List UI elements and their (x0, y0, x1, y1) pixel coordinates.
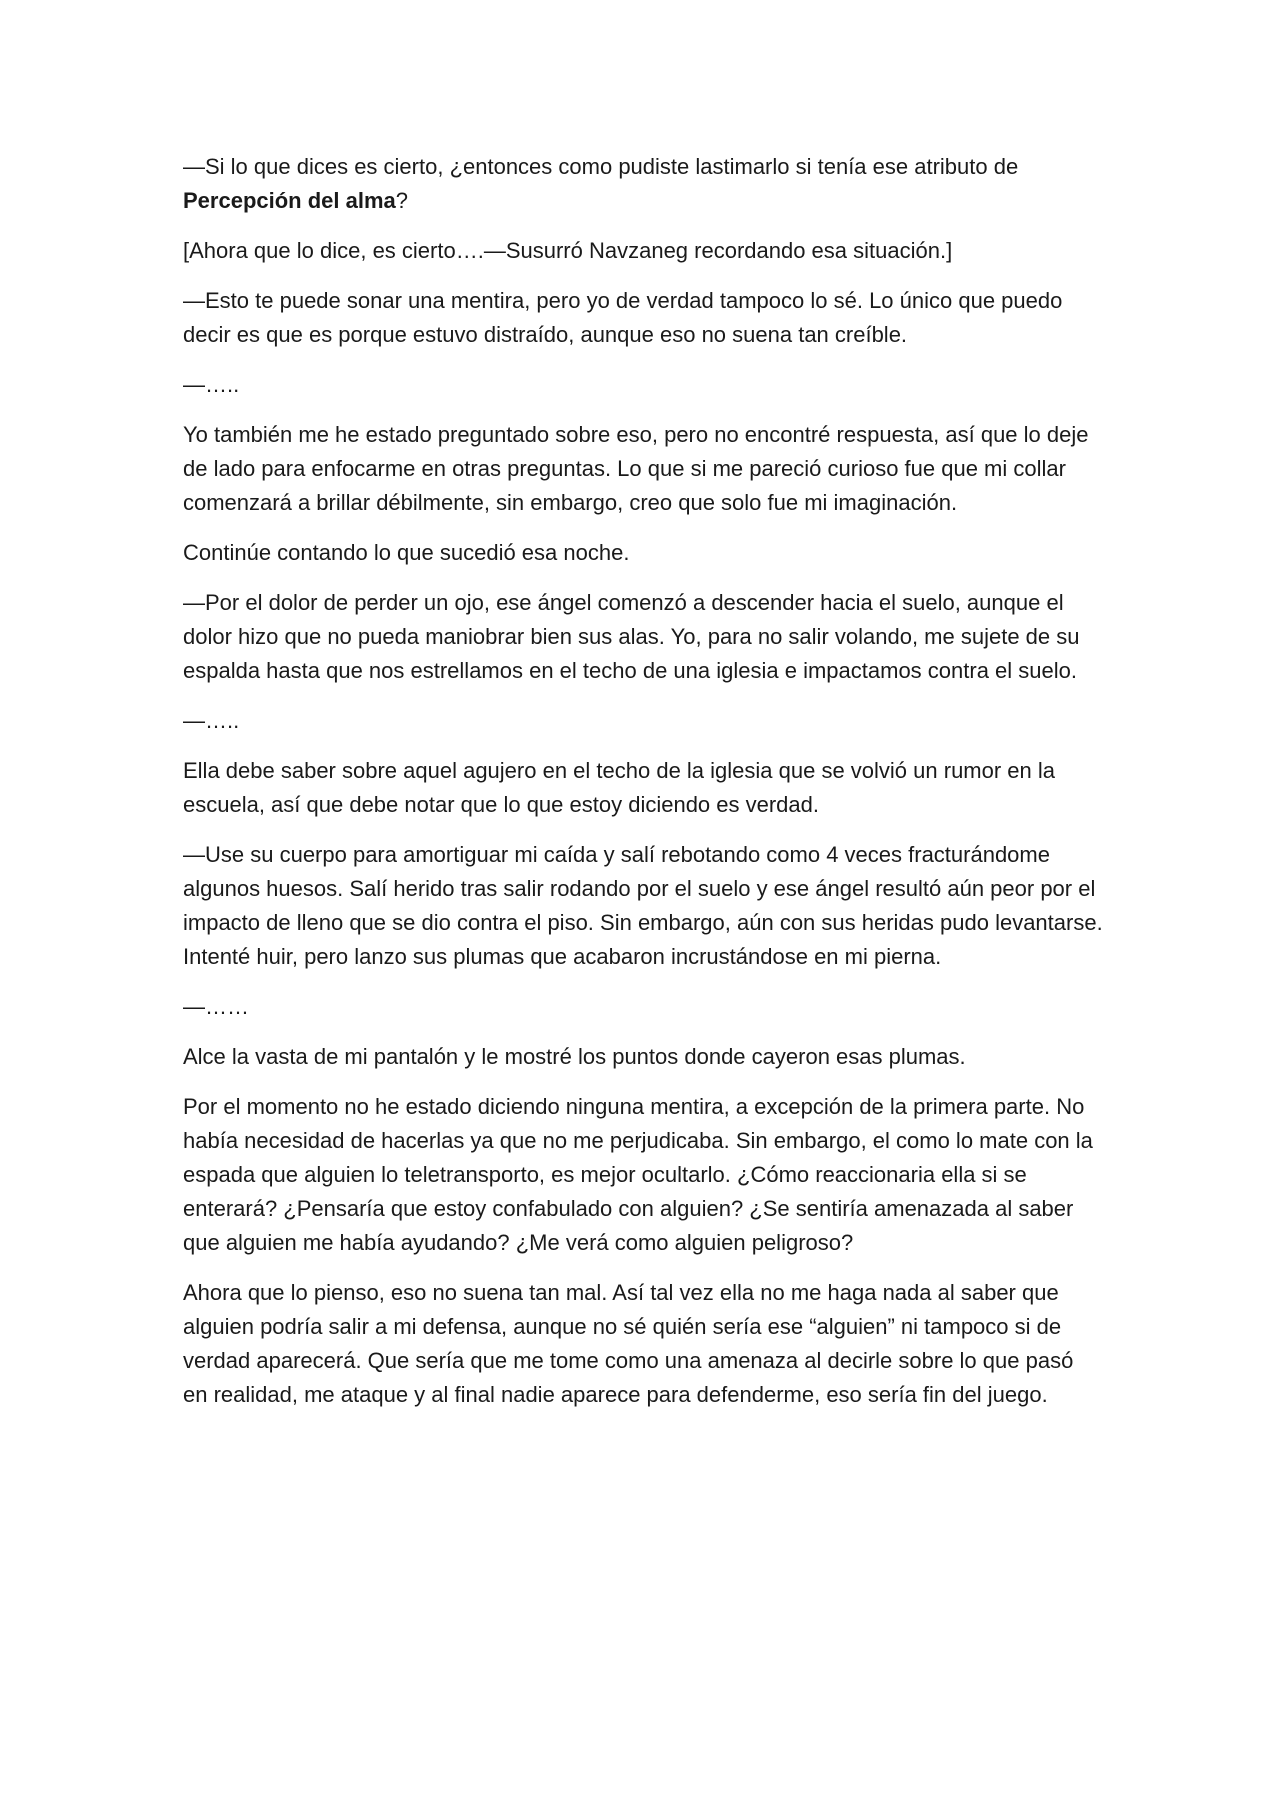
paragraph-10: —Use su cuerpo para amortiguar mi caída y salí rebotando como 4 veces fracturándome algunos huesos. Salí herido tras salir rodando por el suelo y ese ángel resultó aún peor por el impacto de lleno que se dio contra el piso. Sin embargo, aún con sus heridas pudo levantarse. Intenté huir, pero lanzo sus plumas que acabaron incrustándose en mi pierna. (183, 842, 1103, 969)
paragraph-1-bold-term: Percepción del alma (183, 188, 396, 213)
document-body (183, 150, 1103, 1428)
paragraph-14: Ahora que lo pienso, eso no suena tan mal. Así tal vez ella no me haga nada al saber que alguien podría salir a mi defensa, aunque no sé quién sería ese “alguien” ni tampoco si de verdad aparecerá. Que sería que me tome como una amenaza al decirle sobre lo que pasó en realidad, me ataque y al final nadie aparece para defenderme, eso sería fin del juego. (183, 1280, 1074, 1407)
paragraph-1-end: ? (395, 188, 409, 213)
paragraph-8: —….. (183, 708, 240, 733)
paragraph-3: —Esto te puede sonar una mentira, pero yo de verdad tampoco lo sé. Lo único que puedo decir es que es porque estuvo distraído, aunque eso no suena tan creíble. (183, 288, 1063, 347)
paragraph-9: Ella debe saber sobre aquel agujero en el techo de la iglesia que se volvió un rumor en la escuela, así que debe notar que lo que estoy diciendo es verdad. (183, 758, 1056, 817)
paragraph-7: —Por el dolor de perder un ojo, ese ángel comenzó a descender hacia el suelo, aunque el dolor hizo que no pueda maniobrar bien sus alas. Yo, para no salir volando, me sujete de su espalda hasta que nos estrellamos en el techo de una iglesia e impactamos contra el suelo. (183, 590, 1080, 683)
paragraph-2: [Ahora que lo dice, es cierto….—Susurró Navzaneg recordando esa situación.] (183, 238, 953, 263)
paragraph-11: —…… (183, 994, 249, 1019)
paragraph-5: Yo también me he estado preguntado sobre eso, pero no encontré respuesta, así que lo deje de lado para enfocarme en otras preguntas. Lo que si me pareció curioso fue que mi collar comenzará a brillar débilmente, sin embargo, creo que solo fue mi imaginación. (183, 422, 1089, 515)
paragraph-6: Continúe contando lo que sucedió esa noche. (183, 540, 630, 565)
paragraph-1 (183, 150, 1103, 218)
paragraph-12: Alce la vasta de mi pantalón y le mostré los puntos donde cayeron esas plumas. (183, 1044, 966, 1069)
paragraph-1-text: —Si lo que dices es cierto, ¿entonces como pudiste lastimarlo si tenía ese atributo de (183, 154, 1019, 179)
paragraph-13: Por el momento no he estado diciendo ninguna mentira, a excepción de la primera parte. No había necesidad de hacerlas ya que no me perjudicaba. Sin embargo, el como lo mate con la espada que alguien lo teletransporto, es mejor ocultarlo. ¿Cómo reaccionaria ella si se enterará? ¿Pensaría que estoy confabulado con alguien? ¿Se sentiría amenazada al saber que alguien me había ayudando? ¿Me verá como alguien peligroso? (183, 1094, 1093, 1255)
paragraph-4: —….. (183, 372, 240, 397)
